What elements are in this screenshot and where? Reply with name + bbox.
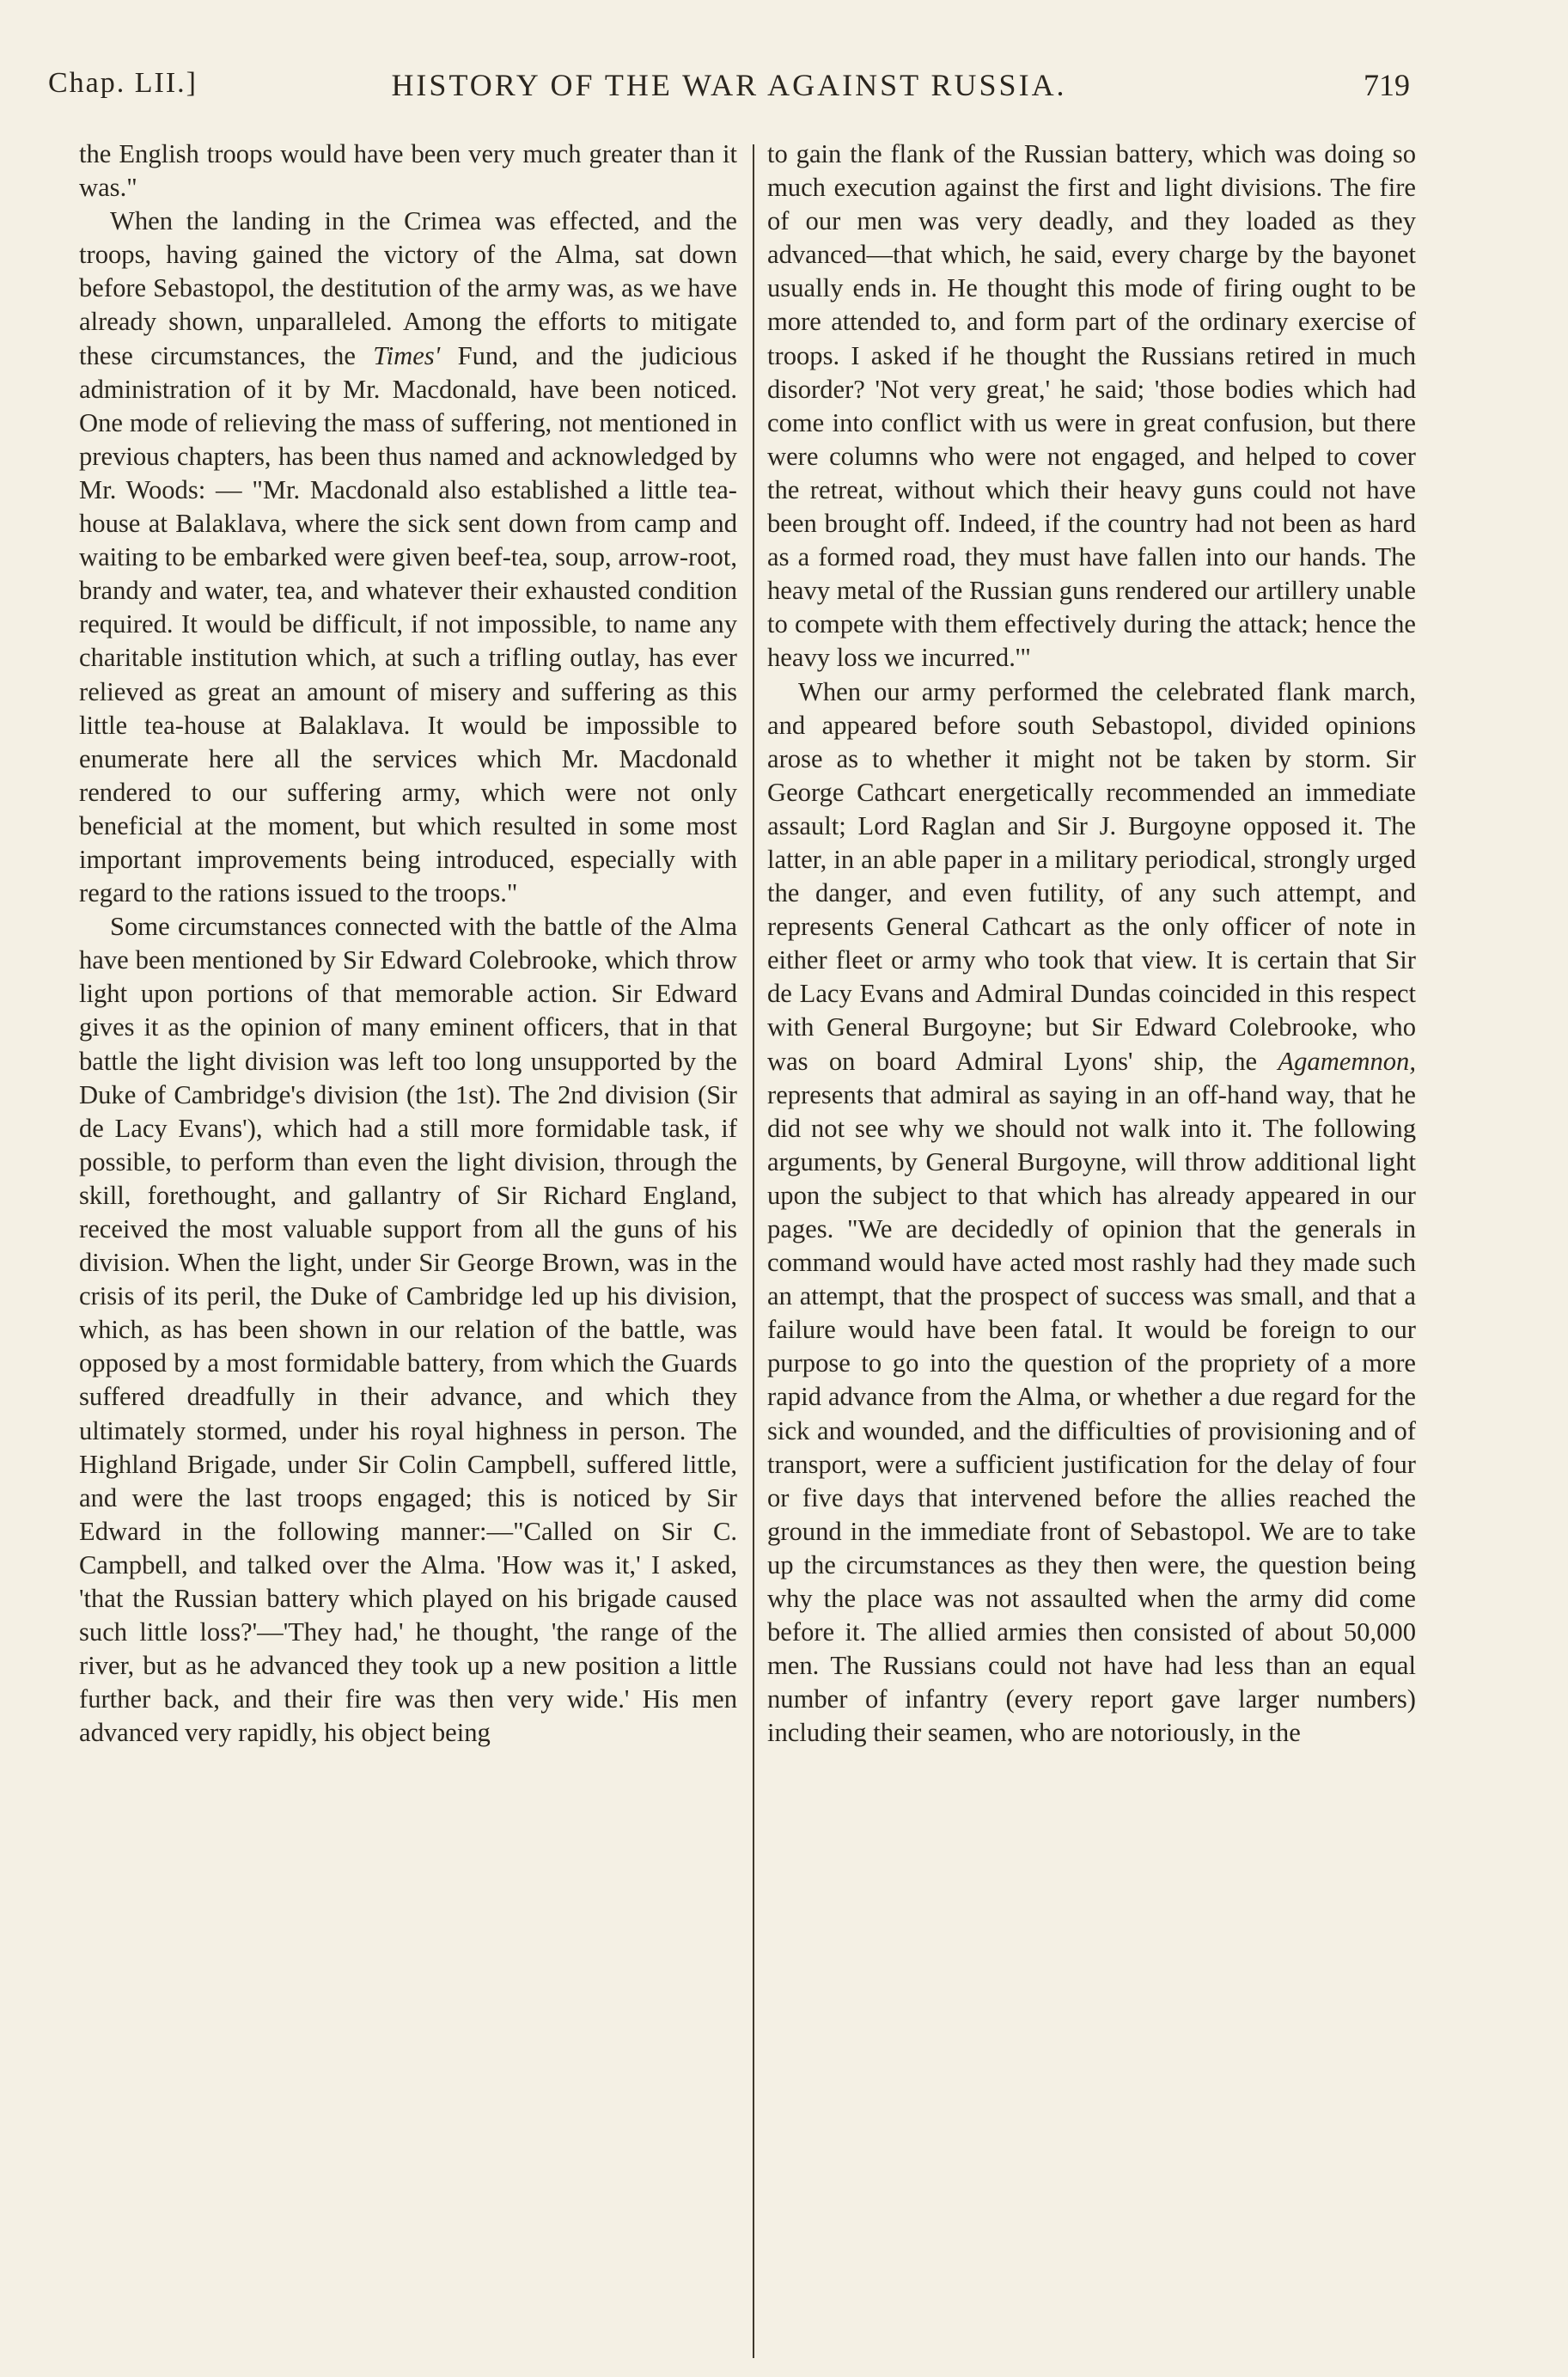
text-run: Fund, and the judicious administration of it by Mr. Macdonald, have been noticed. One mode of relieving the mass of suffering, not mentioned in previous chapters, has been thus named and acknowledged by Mr. Woods: — "Mr. Macdonald also established a little tea-house at Balaklava, where the sick sent down from camp and waiting to be embarked were given beef-tea, soup, arrow-root, brandy and water, tea, and whatever their exhausted condition required. It would be difficult, if not impossible, to name any charitable institution which, at such a trifling outlay, has ever relieved as great an amount of misery and suffering as this little tea-house at Balaklava. It would be impossible to enumerate here all the services which Mr. Macdonald rendered to our suffering army, which were not only beneficial at the moment, but which resulted in some most important improvements being introduced, especially with regard to the rations issued to the troops." [79, 340, 737, 908]
paragraph: the English troops would have been very much greater than it was." [79, 139, 737, 203]
left-column [79, 137, 737, 1751]
paragraph: Some circumstances connected with the battle of the Alma have been mentioned by Sir Edward Colebrooke, which throw light upon portions of that memorable action. Sir Edward gives it as the opinion of many eminent officers, that in that battle the light division was left too long unsupported by the Duke of Cambridge's division (the 1st). The 2nd division (Sir de Lacy Evans'), which had a still more formidable task, if possible, to perform than even the light division, through the skill, forethought, and gallantry of Sir Richard England, received the most valuable support from all the guns of his division. When the light, under Sir George Brown, was in the crisis of its peril, the Duke of Cambridge led up his division, which, as has been shown in our relation of the battle, was opposed by a most formidable battery, from which the Guards suffered dreadfully in their advance, and which they ultimately stormed, under his royal highness in person. The Highland Brigade, under Sir Colin Campbell, suffered little, and were the last troops engaged; this is noticed by Sir Edward in the following manner:—"Called on Sir C. Campbell, and talked over the Alma. 'How was it,' I asked, 'that the Russian battery which played on his brigade caused such little loss?'—'They had,' he thought, 'the range of the river, but as he advanced they took up a new position a little further back, and their fire was then very wide.' His men advanced very rapidly, his object being [79, 912, 737, 1748]
right-column [767, 137, 1416, 1751]
page-header [48, 67, 1410, 119]
paragraph [79, 205, 737, 910]
chapter-label: Chap. LII.] [48, 67, 198, 99]
page-number: 719 [1364, 68, 1410, 102]
italic-text: Times' [373, 340, 441, 370]
column-divider [753, 144, 754, 2358]
text-run: When the landing in the Crimea was effected, and the troops, having gained the victory of the Alma, sat down before Sebastopol, the destitution of the army was, as we have already shown, unparalleled. Among the efforts to mitigate these circumstances, the [79, 206, 737, 370]
text-run: represents that admiral as saying in an off-hand way, that he did not see why we should not walk into it. The following arguments, by General Burgoyne, will throw additional light upon the subject to that which has already appeared in our pages. "We are decidedly of opinion that the generals in command would have acted most rashly had they made such an attempt, that the prospect of success was small, and that a failure would have been fatal. It would be foreign to our purpose to go into the question of the propriety of a more rapid advance from the Alma, or whether a due regard for the sick and wounded, and the difficulties of provisioning and of transport, were a sufficient justification for the delay of four or five days that intervened before the allies reached the ground in the immediate front of Sebastopol. We are to take up the circumstances as they then were, the question being why the place was not assaulted when the army did come before it. The allied armies then consisted of about 50,000 men. The Russians could not have had less than an equal number of infantry (every report gave larger numbers) including their seamen, who are notoriously, in the [767, 1079, 1416, 1748]
text-run: When our army performed the celebrated flank march, and appeared before south Sebastopol, divided opinions arose as to whether it might not be taken by storm. Sir George Cathcart energetically recommended an immediate assault; Lord Raglan and Sir J. Burgoyne opposed it. The latter, in an able paper in a military periodical, strongly urged the danger, and even futility, of any such attempt, and represents General Cathcart as the only officer of note in either fleet or army who took that view. It is certain that Sir de Lacy Evans and Admiral Dundas coincided in this respect with General Burgoyne; but Sir Edward Colebrooke, who was on board Admiral Lyons' ship, the [767, 676, 1416, 1076]
paragraph [767, 675, 1416, 1751]
paragraph: to gain the flank of the Russian battery, which was doing so much execution against the first and light divisions. The fire of our men was very deadly, and they loaded as they advanced—that which, he said, every charge by the bayonet usually ends in. He thought this mode of firing ought to be more attended to, and form part of the ordinary exercise of troops. I asked if he thought the Russians retired in much disorder? 'Not very great,' he said; 'those bodies which had come into conflict with us were in great confusion, but there were columns who were not engaged, and helped to cover the retreat, without which their heavy guns could not have been brought off. Indeed, if the country had not been as hard as a formed road, they must have fallen into our hands. The heavy metal of the Russian guns rendered our artillery unable to compete with them effectively during the attack; hence the heavy loss we incurred.'" [767, 139, 1416, 673]
running-title: HISTORY OF THE WAR AGAINST RUSSIA. [391, 68, 1067, 102]
italic-text: Agamemnon, [1278, 1046, 1416, 1076]
